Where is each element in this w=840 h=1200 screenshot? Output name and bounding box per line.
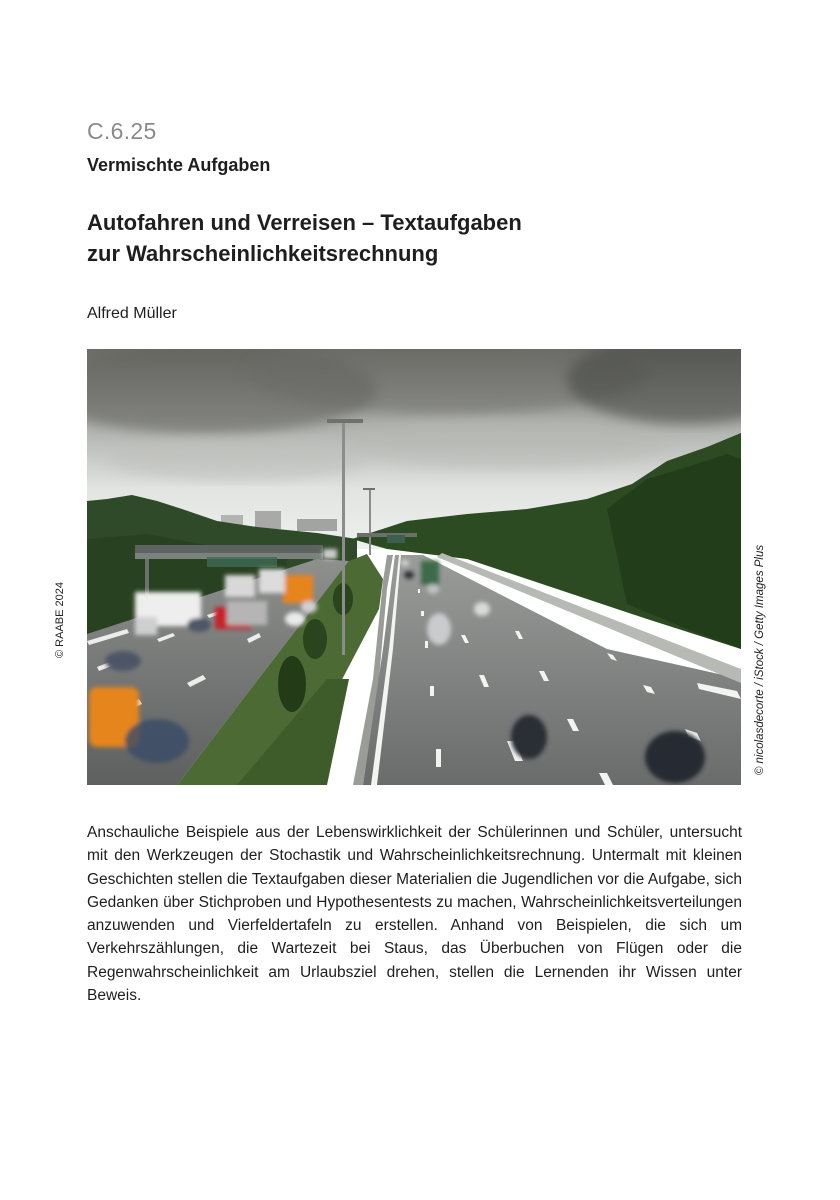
highway-photo: [87, 349, 741, 785]
document-title: [87, 207, 747, 269]
abstract-text: Anschauliche Beispiele aus der Lebenswirklichkeit der Schülerinnen und Schüler, untersucht mit den Werkzeugen der Stochastik und Wahrscheinlichkeitsrechnung. Untermalt mit kleinen Geschichten stellen die Textaufgaben dieser Materialien die Jugendlichen vor die Aufgabe, sich Gedanken über Stichproben und Hypothesentests zu machen, Wahrscheinlichkeitsverteilungen anzuwenden und Vierfeldertafeln zu erstellen. Anhand von Beispielen, die sich um Verkehrszählungen, die Wartezeit bei Staus, das Überbuchen von Flügen oder die Regenwahrscheinlichkeit am Urlaubsziel drehen, stellen die Lernenden ihr Wissen unter Beweis.: [87, 824, 742, 1005]
copyright-notice: © RAABE 2024: [54, 582, 66, 658]
photo-credit: © nicolasdecorte / iStock / Getty Images Plus: [754, 544, 766, 776]
document-title-line-1: Autofahren und Verreisen – Textaufgaben: [87, 210, 522, 235]
author-name: Alfred Müller: [87, 305, 177, 322]
section-name: Vermischte Aufgaben: [87, 155, 271, 175]
document-title-line-2: zur Wahrscheinlichkeitsrechnung: [87, 241, 439, 266]
section-code: C.6.25: [87, 118, 157, 144]
